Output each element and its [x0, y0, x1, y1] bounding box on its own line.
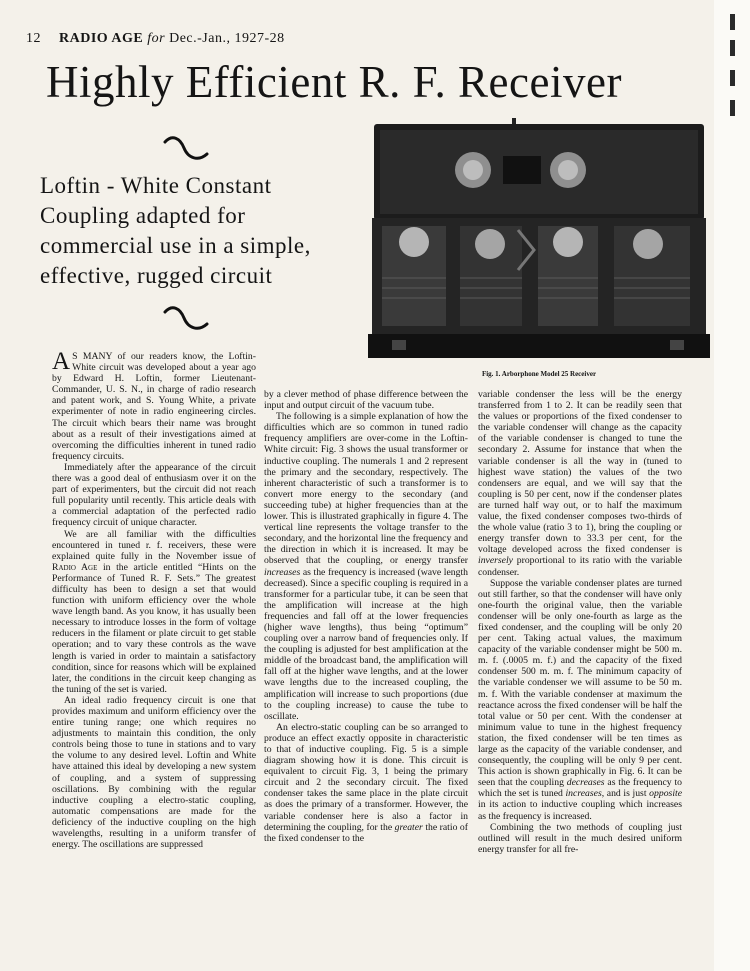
text-column-3: [478, 389, 682, 855]
drop-cap: A: [52, 348, 71, 375]
text-column-2: [264, 389, 468, 844]
receiver-photo: [368, 118, 710, 364]
article-title: Highly Efficient R. F. Receiver: [46, 57, 622, 107]
ornament-swirl-top: [162, 134, 210, 164]
paragraph: by a clever method of phase difference between the input and output circuit of the vacuum tube.: [264, 389, 468, 412]
ornament-swirl-bottom: [162, 304, 210, 334]
scan-edge: [714, 0, 750, 971]
paragraph: Combining the two methods of coupling just outlined will result in the much desired uniform energy transfer for all fre-: [478, 821, 682, 855]
paragraph: The following is a simple explanation of how the difficulties which are so common in tuned radio frequency amplifiers are over-come in the Loftin-White circuit: Fig. 3 shows the usual transformer or inductive coupling. The numerals 1 and 2 represent the primary and the secondary, respectively. The inherent characteristic of such a transformer is to convert more energy to the secondary (and succeeding tube) at higher frequencies than at the lower. This is illustrated graphically in figure 4. The vertical line represents the voltage transfer to the secondary, and the horizontal line the frequency and the direction in which it is increased. It may be observed that the coupling, or energy transfer increases as the frequency is increased (wave length decreased). Since a specific coupling is required in a transformer for a particular tube, it can be seen that the amplification will increase at the high frequencies and fall off at the lower frequencies (higher wave lengths), thus being “optimum” coupling over a narrow band of frequencies only. If the coupling is adjusted for best amplification at the middle of the broadcast band, the amplification will fall off at the higher wave lengths, and at the lower wave lengths due to the increased coupling, the amplification will increase to such proportions (due to the coupling increase) to cause the tube to oscillate.: [264, 411, 468, 722]
article-deck: Loftin - White Constant Coupling adapted for commercial use in a simple, effective, rugged circuit: [40, 173, 311, 288]
issue-date: Dec.-Jan., 1927-28: [169, 31, 285, 46]
paragraph: Immediately after the appearance of the circuit there was a good deal of enthusiasm over it on the part of experimenters, but the circuit did not reach full popularity until recently. This article deals with a commercial adaptation of the perfected radio frequency circuit of unique character.: [52, 461, 256, 529]
paragraph: An ideal radio frequency circuit is one that provides maximum and uniform efficiency over the entire tuning range; one which requires no adjustments to maintain this condition, the only controls being those to tune in stations and to vary the volume to any desired level. Loftin and White have attained this ideal by developing a new system of coupling, and a system of suppressing oscillations. By combining with the regular inductive coupling a electro-static coupling, automatic compensations are made for the deficiency of the inductive coupling on the high wavelengths, resulting in a uniform transfer of energy. The oscillations are suppressed: [52, 694, 256, 851]
paragraph: Suppose the variable condenser plates are turned out still farther, so that the condenser will have only one-fourth the original value, then the variable condenser will be only one-fourth as large as the fixed condenser, and the coupling will be only 20 per cent. Taking actual values, the maximum capacity of the variable condenser might be 500 m. m. f. (.0005 m. f.) and the capacity of the fixed condenser 500 m. m. f. The minimum capacity of the variable condenser we will assume to be 50 m. m. f. With the variable condenser at maximum the reactance across the fixed condenser will be half the total value or 50 per cent. With the condenser at minimum value to tune in the highest frequency station, the fixed condenser will be ten times as large as the capacity of the variable condenser, and consequently, the coupling will be only 9 per cent. This action is shown graphically in Fig. 6. It can be seen that the coupling decreases as the frequency to which the set is tuned increases, and is just opposite in its action to inductive coupling which increases as the frequency is increased.: [478, 577, 682, 822]
paragraph: We are all familiar with the difficulties encountered in tuned r. f. receivers, these were explained quite fully in the November issue of Radio Age in the article entitled “Hints on the Performance of Tuned R. F. Sets.” The greatest difficulty has been to design a set that would function with uniform efficiency over the whole wave length band. As you know, it has usually been necessary to introduce losses in the form of voltage reducers in the filament or plate circuit to get stable operation; and to vary these controls as the wave length is varied in order to maintain a satisfactory condition, since for reasons which will be explained later, the conditions in the circuit keep changing as the tuning of the set is varied.: [52, 528, 256, 695]
for-word: for: [147, 31, 166, 46]
page-number: 12: [26, 31, 41, 46]
publication-name: RADIO AGE: [59, 31, 144, 46]
text-column-1: [52, 348, 256, 851]
paragraph: variable condenser the less will be the energy transferred from 1 to 2. It can be readily seen that the values or proportions of the fixed condenser to the variable condenser will change as the capacity of the variable condenser is changed to tune the secondary 2. Assume for instance that when the variable condenser is all the way in (tuned to highest wave station) the values of the two condensers are equal, and we will say that the coupling is 50 per cent, now if the condenser plates are turned half way out, or to half the maximum value, the fixed condenser composes two-thirds of the whole value (ratio 3 to 1), bring the coupling or energy transfer down to 33.3 per cent, for the voltage developed across the fixed condenser is inversely proportional to its ratio with the variable condenser.: [478, 389, 682, 578]
paragraph: A S MANY of our readers know, the Loftin-White circuit was developed about a year ago by Edward H. Loftin, former Lieutenant-Commander, U. S. N., in charge of radio research and patent work, and S. Young White, a private experimenter of note in radio engineering circles. The circuit which bears their name was brought about as a result of their investigations aimed at overcoming the difficulties inherent in tuned radio frequency circuits.: [52, 348, 256, 462]
paragraph: An electro-static coupling can be so arranged to produce an effect exactly opposite in characteristic to that of inductive coupling. Fig. 5 is a simple diagram showing how it is done. This circuit is equivalent to circuit Fig. 3, 1 being the primary circuit and 2 the secondary circuit. The fixed condenser takes the same place in the plate circuit as does the primary of a transformer. However, the variable condenser here is also a factor in determining the coupling, for the greater the ratio of the fixed condenser to the: [264, 721, 468, 844]
running-header: [26, 31, 285, 47]
figure-caption: Fig. 1. Arborphone Model 25 Receiver: [481, 370, 597, 378]
